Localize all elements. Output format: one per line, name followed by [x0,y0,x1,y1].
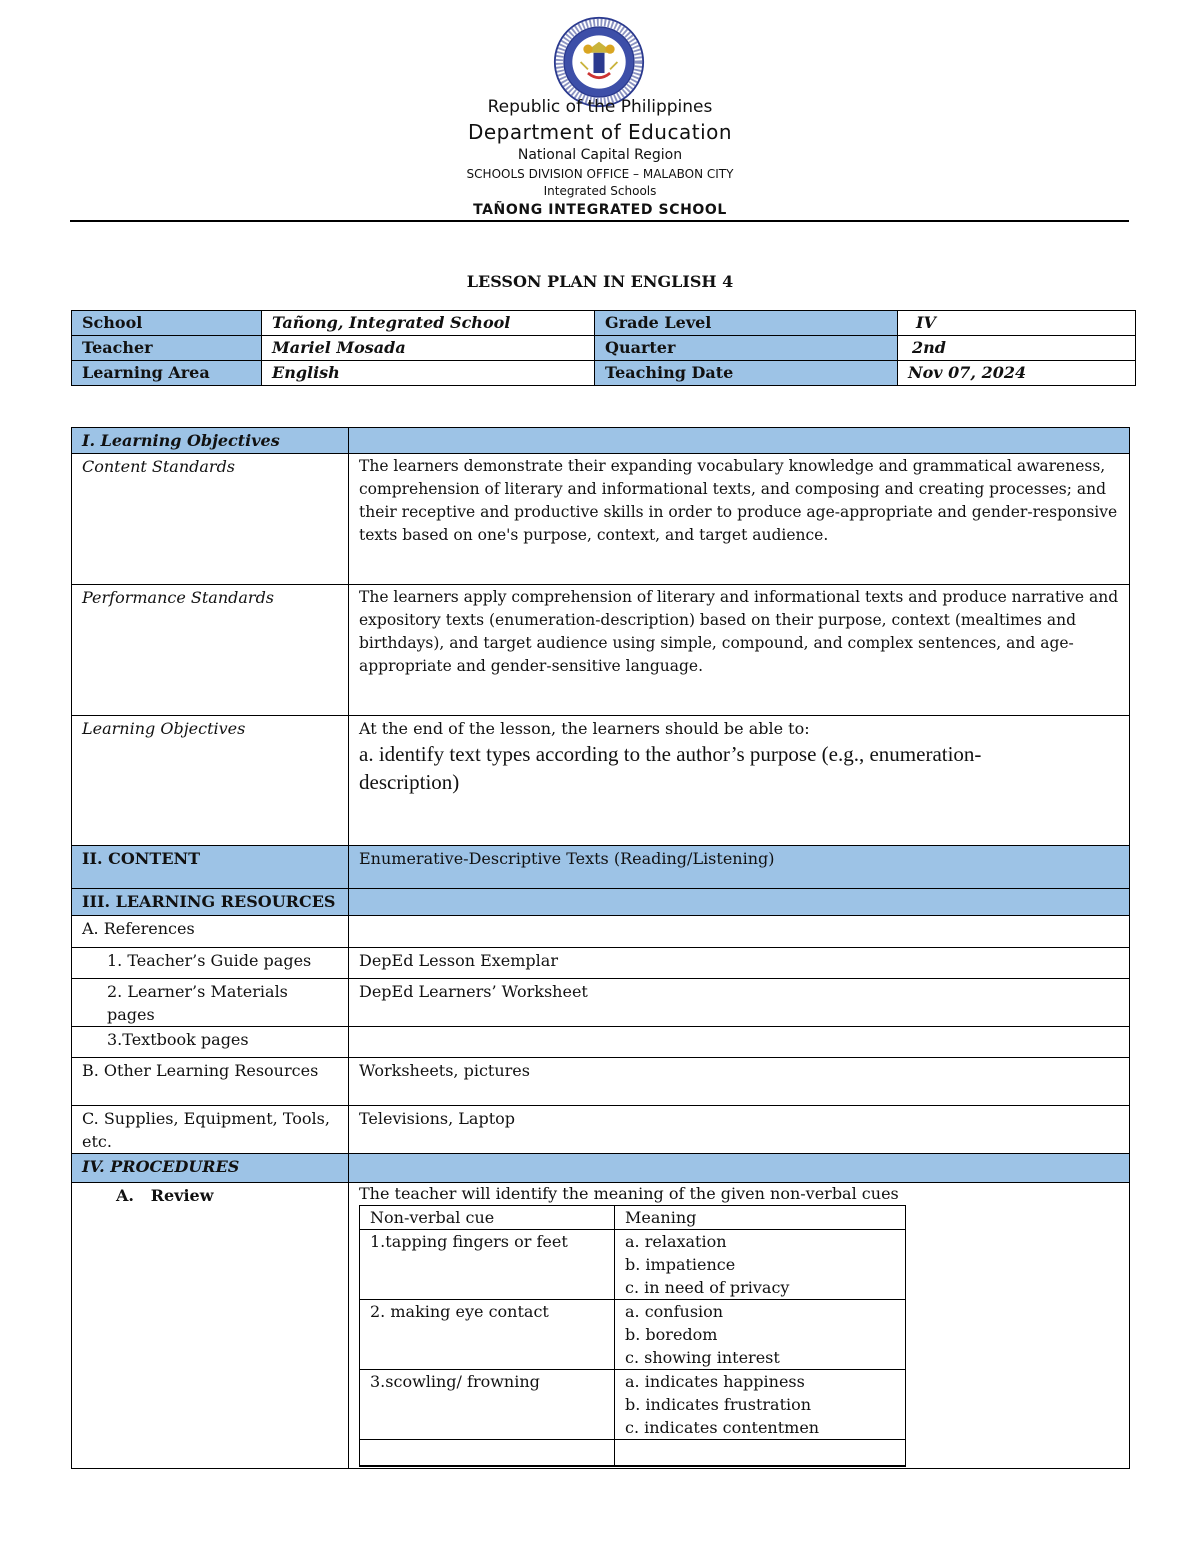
cues-table [359,1205,906,1467]
content-row [72,846,1130,889]
header-division: SCHOOLS DIVISION OFFICE – MALABON CITY [466,167,734,181]
header-republic: Republic of the Philippines [487,97,713,117]
learning-objectives-row [72,716,1130,846]
references-label: A. References [72,916,349,948]
learners-materials-row [72,979,1130,1027]
objectives-heading-blank [349,428,1130,454]
other-resources-label: B. Other Learning Resources [72,1058,349,1106]
supplies-value: Televisions, Laptop [349,1106,1130,1154]
info-row-school [72,311,1136,336]
meaning-1-b: b. impatience [625,1255,736,1274]
school-label: School [72,311,262,336]
procedures-heading-row [72,1154,1130,1183]
lesson-table [71,427,1130,1469]
page-title: LESSON PLAN IN ENGLISH 4 [466,272,734,291]
review-label: A. Review [72,1183,349,1469]
date-label: Teaching Date [595,361,898,386]
meaning-blank [615,1440,906,1466]
content-heading: II. CONTENT [72,846,349,889]
teachers-guide-row [72,948,1130,979]
resources-heading-row [72,889,1130,916]
cue-1: 1.tapping fingers or feet [360,1230,615,1300]
header-department: Department of Education [467,120,733,144]
content-standards-row [72,454,1130,585]
resources-heading-blank [349,889,1130,916]
meaning-2-c: c. showing interest [625,1348,780,1367]
learning-objectives-label: Learning Objectives [72,716,349,846]
header-school-name: TAÑONG INTEGRATED SCHOOL [473,202,727,218]
procedures-heading: IV. PROCEDURES [72,1154,349,1183]
meaning-2-b: b. boredom [625,1325,718,1344]
teachers-guide-value: DepEd Lesson Exemplar [349,948,1130,979]
meaning-2-a: a. confusion [625,1302,724,1321]
supplies-row [72,1106,1130,1154]
meaning-1 [615,1230,906,1300]
meaning-3 [615,1370,906,1440]
cues-header-row [360,1206,906,1230]
references-blank [349,916,1130,948]
learning-objectives-cell [349,716,1130,846]
learning-objectives-intro: At the end of the lesson, the learners should be able to: [359,719,810,738]
meaning-header: Meaning [615,1206,906,1230]
quarter-value: 2nd [898,336,1136,361]
area-label: Learning Area [72,361,262,386]
content-value: Enumerative-Descriptive Texts (Reading/Listening) [349,846,1130,889]
quarter-label: Quarter [595,336,898,361]
meaning-1-c: c. in need of privacy [625,1278,790,1297]
school-value: Tañong, Integrated School [262,311,595,336]
objectives-heading-row [72,428,1130,454]
supplies-label: C. Supplies, Equipment, Tools, etc. [72,1106,349,1154]
procedures-heading-blank [349,1154,1130,1183]
header-integrated: Integrated Schools [543,184,657,198]
review-intro: The teacher will identify the meaning of the given non-verbal cues [359,1184,899,1203]
cue-header: Non-verbal cue [360,1206,615,1230]
area-value: English [262,361,595,386]
meaning-3-b: b. indicates frustration [625,1395,812,1414]
info-row-area [72,361,1136,386]
objectives-heading: I. Learning Objectives [72,428,349,454]
info-table [71,310,1136,386]
cue-blank [360,1440,615,1466]
meaning-3-a: a. indicates happiness [625,1372,805,1391]
cue-2: 2. making eye contact [360,1300,615,1370]
performance-standards-label: Performance Standards [72,585,349,716]
meaning-1-a: a. relaxation [625,1232,727,1251]
other-resources-value: Worksheets, pictures [349,1058,1130,1106]
learning-objectives-item: a. identify text types according to the author’s purpose (e.g., enumeration-description) [359,742,982,794]
cue-row-1 [360,1230,906,1300]
cue-row-3 [360,1370,906,1440]
header-divider [70,220,1129,222]
teacher-label: Teacher [72,336,262,361]
learners-materials-label: 2. Learner’s Materials pages [72,979,349,1027]
review-cell [349,1183,1130,1469]
date-value: Nov 07, 2024 [898,361,1136,386]
info-row-teacher [72,336,1136,361]
deped-seal-icon [553,16,645,108]
textbook-label: 3.Textbook pages [72,1027,349,1058]
cue-3: 3.scowling/ frowning [360,1370,615,1440]
grade-value: IV [898,311,1136,336]
performance-standards-row [72,585,1130,716]
meaning-2 [615,1300,906,1370]
cue-row-blank [360,1440,906,1466]
grade-label: Grade Level [595,311,898,336]
review-row [72,1183,1130,1469]
textbook-blank [349,1027,1130,1058]
header-region: National Capital Region [517,147,683,163]
learners-materials-value: DepEd Learners’ Worksheet [349,979,1130,1027]
content-standards-text: The learners demonstrate their expanding vocabulary knowledge and grammatical awareness, comprehension of literary and informational texts, and composing and creating processes; and their receptive and productive skills in order to produce age-appropriate and gender-responsive texts based on one's purpose, context, and target audience. [349,454,1130,585]
cue-row-2 [360,1300,906,1370]
content-standards-label: Content Standards [72,454,349,585]
teachers-guide-label: 1. Teacher’s Guide pages [72,948,349,979]
meaning-3-c: c. indicates contentmen [625,1418,820,1437]
teacher-value: Mariel Mosada [262,336,595,361]
performance-standards-text: The learners apply comprehension of literary and informational texts and produce narrative and expository texts (enumeration-description) based on their purpose, context (mealtimes and birthdays), and target audience using simple, compound, and complex sentences, and age-appropriate and gender-sensitive language. [349,585,1130,716]
other-resources-row [72,1058,1130,1106]
references-row [72,916,1130,948]
textbook-row [72,1027,1130,1058]
resources-heading: III. LEARNING RESOURCES [72,889,349,916]
